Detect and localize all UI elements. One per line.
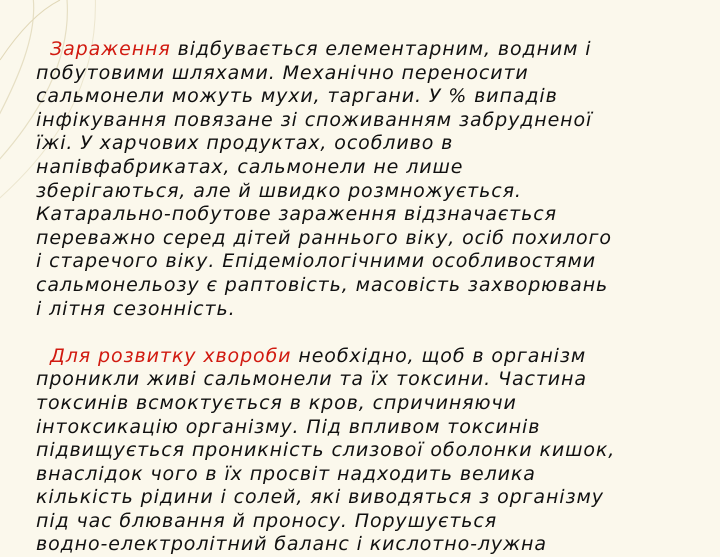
paragraph-disease-development: [36, 345, 708, 557]
text-line: Зараження відбувається елементарним, водним і: [50, 38, 592, 60]
slide-body-text: [36, 38, 708, 557]
text-line: і літня сезонність.: [36, 297, 236, 320]
paragraph-infection: [36, 38, 708, 321]
text-line: сальмонели можуть мухи, таргани. У % випадів: [36, 85, 558, 108]
highlighted-term: Для розвитку хвороби: [50, 344, 292, 367]
text-line: сальмонельозу є раптовість, масовість захворювань: [36, 273, 609, 296]
text-line: Для розвитку хвороби необхідно, щоб в організм: [50, 344, 587, 367]
highlighted-term: Зараження: [50, 38, 171, 60]
text-line: їжі. У харчових продуктах, особливо в: [36, 132, 454, 155]
text-line: Катарально-побутове зараження відзначається: [36, 203, 557, 226]
text-line: під час блювання й проносу. Порушується: [36, 509, 498, 532]
text-line: внаслідок чого в їх просвіт надходить велика: [36, 462, 536, 485]
text-line: підвищується проникність слизової оболонки кишок,: [36, 439, 616, 462]
text-line: переважно серед дітей раннього віку, осіб похилого: [36, 226, 612, 249]
text-line: напівфабрикатах, сальмонели не лише: [36, 155, 464, 178]
decorative-curve-1: [0, 0, 34, 150]
text-line: інтоксикацію організму. Під впливом токсинів: [36, 415, 541, 438]
text-line: побутовими шляхами. Механічно переносити: [36, 61, 529, 84]
text-line: токсинів всмоктується в кров, спричиняючи: [36, 391, 517, 414]
text-line: і старечого віку. Епідеміологічними особливостями: [36, 250, 596, 273]
text-line: проникли живі сальмонели та їх токсини. Частина: [36, 368, 587, 391]
text-line: кількість рідини і солей, які виводяться з організму: [36, 486, 604, 509]
text-line: інфікування повязане зі споживанням забрудненої: [36, 108, 593, 131]
text-line: водно-електролітний баланс і кислотно-лужна: [36, 533, 547, 556]
text-line: зберігаються, але й швидко розмножується.: [36, 179, 522, 202]
